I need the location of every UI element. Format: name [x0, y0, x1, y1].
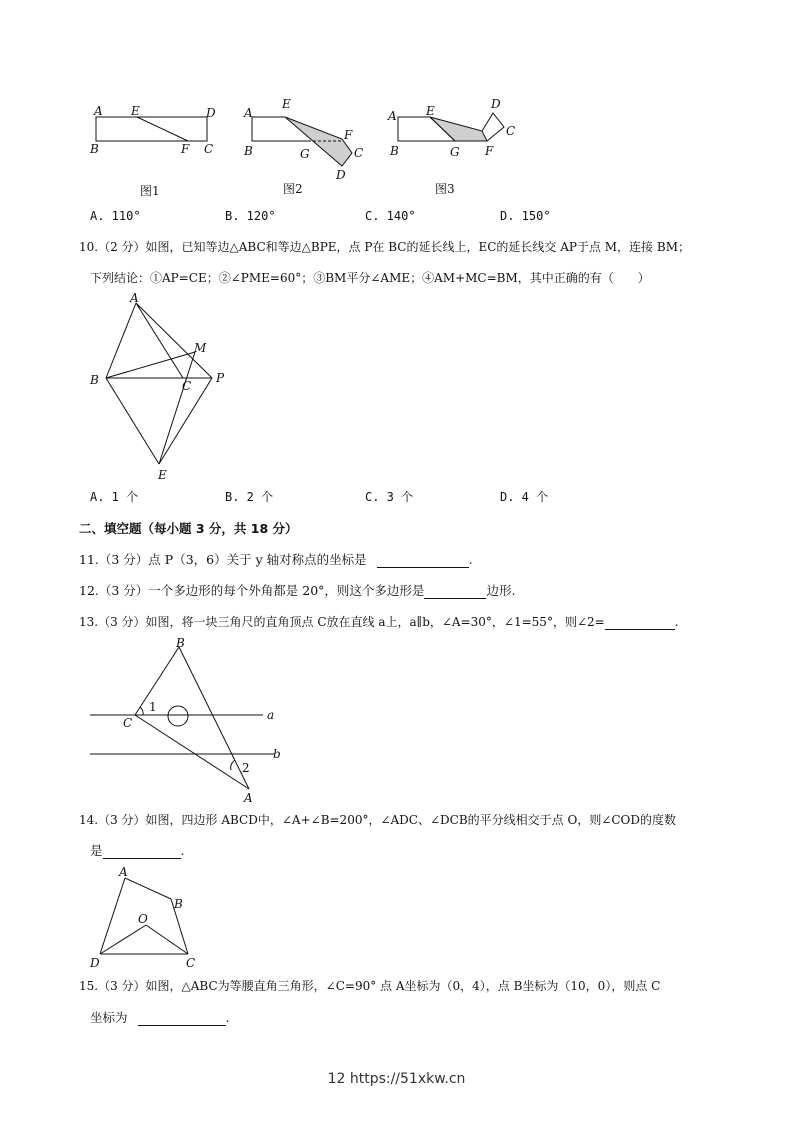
fig1-label-C: C [204, 142, 214, 156]
figures-1-2-3 [80, 95, 530, 200]
q14-label-A: A [119, 865, 128, 879]
q10-label-B: B [90, 373, 99, 387]
figure-3 [387, 97, 515, 196]
q14-label-C: C [186, 956, 196, 970]
q13-label-angle1: 1 [149, 700, 157, 714]
q10-label-M: M [194, 341, 207, 355]
q13-label-a: a [267, 708, 275, 722]
fig3-label-A: A [388, 109, 397, 123]
fig1-label-B: B [90, 142, 99, 156]
q14-end: . [180, 843, 185, 858]
fig2-caption: 图2 [283, 182, 303, 196]
q9-option-c[interactable]: C. 140° [365, 209, 416, 223]
q14-text: 是 [90, 843, 103, 858]
fig2-label-B: B [244, 144, 253, 158]
q10-label-P: P [216, 371, 225, 385]
fig2-label-E: E [282, 97, 291, 111]
q11-end: . [468, 552, 473, 567]
fig2-label-G: G [300, 147, 310, 161]
page-footer: 12 https://51xkw.cn [327, 1071, 466, 1087]
q11-question [79, 552, 473, 568]
q13-text: 13.（3 分）如图，将一块三角尺的直角顶点 C放在直线 a上，a∥b，∠A=30°，∠1=55°，则∠2= [79, 615, 605, 629]
fig3-label-E: E [426, 104, 435, 118]
q15-text: 坐标为 [90, 1010, 128, 1025]
q10-figure [80, 290, 240, 485]
q10-option-d[interactable]: D. 4 个 [500, 490, 549, 504]
fig1-label-A: A [94, 104, 103, 118]
q13-label-b: b [273, 747, 281, 761]
q15-end: . [225, 1010, 230, 1025]
fig2-label-D: D [336, 168, 346, 182]
q13-label-C: C [123, 716, 133, 730]
q11-answer-blank[interactable] [377, 554, 469, 568]
fig1-label-E: E [131, 104, 140, 118]
q10-stem-line1: 10.（2 分）如图，已知等边△ABC和等边△BPE，点 P在 BC的延长线上，EC的延长线交 AP于点 M，连接 BM； [79, 240, 690, 254]
fig2-label-C: C [354, 146, 364, 160]
q14-stem-line1: 14.（3 分）如图，四边形 ABCD中，∠A+∠B=200°，∠ADC、∠DCB的平分线相交于点 O，则∠COD的度数 [79, 813, 677, 827]
fig1-label-D: D [206, 106, 216, 120]
fig3-caption: 图3 [435, 182, 455, 196]
section-2-heading: 二、填空题（每小题 3 分，共 18 分） [79, 521, 298, 536]
q12-text: 12.（3 分）一个多边形的每个外角都是 20°，则这个多边形是 [79, 583, 425, 598]
q10-label-C: C [182, 379, 192, 393]
q9-option-b[interactable]: B. 120° [225, 209, 276, 223]
q15-stem-line2 [90, 1010, 229, 1026]
q13-label-angle2: 2 [242, 761, 250, 775]
q14-figure [85, 862, 205, 972]
q13-question [79, 614, 679, 630]
q14-label-B: B [174, 897, 183, 911]
fig2-label-F: F [344, 128, 353, 142]
q10-label-E: E [158, 468, 167, 482]
q10-option-b[interactable]: B. 2 个 [225, 490, 274, 504]
figure-1 [89, 104, 216, 198]
fig3-label-B: B [390, 144, 399, 158]
q10-label-A: A [130, 291, 139, 305]
q9-option-a[interactable]: A. 110° [90, 209, 141, 223]
fig3-label-F: F [485, 144, 494, 158]
fig3-label-G: G [450, 145, 460, 159]
q12-end: 边形. [486, 583, 516, 598]
q13-end: . [674, 615, 679, 629]
q12-answer-blank[interactable] [424, 585, 486, 599]
q13-label-A: A [244, 791, 253, 805]
q9-option-d[interactable]: D. 150° [500, 209, 551, 223]
q14-answer-blank[interactable] [103, 845, 181, 859]
q11-text: 11.（3 分）点 P（3，6）关于 y 轴对称点的坐标是 [79, 552, 367, 567]
fig3-label-C: C [506, 124, 516, 138]
q13-label-B: B [176, 636, 185, 650]
fig1-caption: 图1 [140, 184, 160, 198]
q12-question [79, 583, 515, 599]
q15-stem-line1: 15.（3 分）如图，△ABC为等腰直角三角形，∠C=90° 点 A坐标为（0，4），点 B坐标为（10，0），则点 C [79, 979, 661, 993]
q14-label-D: D [90, 956, 100, 970]
q15-answer-blank[interactable] [138, 1012, 226, 1026]
q13-answer-blank[interactable] [605, 616, 675, 630]
figure-2 [243, 97, 363, 196]
q13-figure [85, 632, 300, 807]
q10-option-c[interactable]: C. 3 个 [365, 490, 414, 504]
q14-label-O: O [138, 912, 148, 926]
q10-stem-line2: 下列结论：①AP=CE；②∠PME=60°；③BM平分∠AME；④AM+MC=BM，其中正确的有（ ） [90, 271, 650, 285]
q14-stem-line2 [90, 843, 185, 859]
q10-option-a[interactable]: A. 1 个 [90, 490, 139, 504]
fig1-label-F: F [181, 142, 190, 156]
fig2-label-A: A [244, 106, 253, 120]
fig3-label-D: D [491, 97, 501, 111]
